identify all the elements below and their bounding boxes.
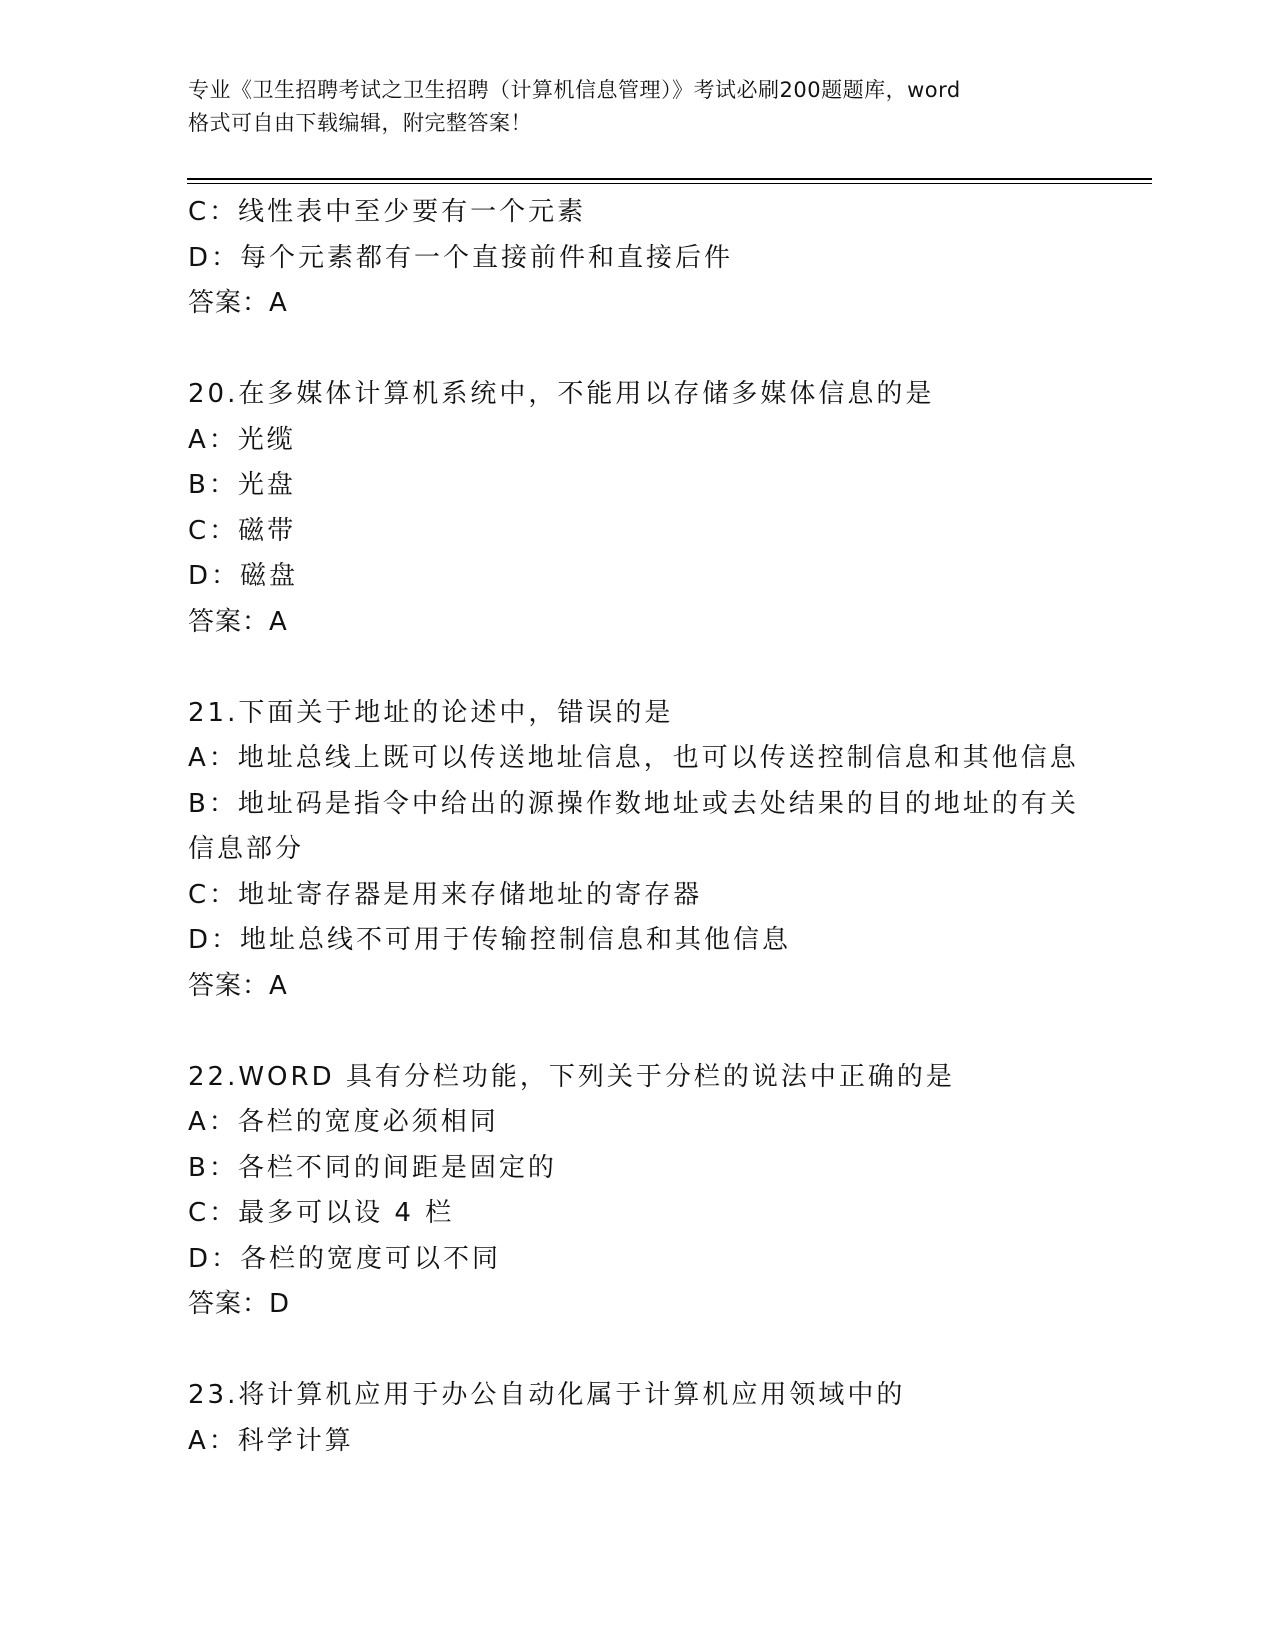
option-d: D：每个元素都有一个直接前件和直接后件: [188, 242, 734, 273]
option-b: B：各栏不同的间距是固定的: [188, 1152, 557, 1183]
option-c: C：磁带: [188, 515, 297, 546]
option-b-continued: 信息部分: [188, 834, 305, 864]
option-a: A：光缆: [188, 424, 296, 455]
question-list: [188, 190, 1088, 1464]
option-c: C：线性表中至少要有一个元素: [188, 197, 587, 227]
header-rule-thin: [187, 183, 1152, 184]
spacer: [188, 1009, 1088, 1055]
answer-line: 答案：A: [188, 606, 288, 637]
header-line-1: 专业《卫生招聘考试之卫生招聘（计算机信息管理）》考试必刷200题题库，word: [188, 78, 961, 102]
option-c: C：地址寄存器是用来存储地址的寄存器: [188, 879, 703, 910]
question-21: [188, 691, 1088, 1010]
option-b: B：光盘: [188, 470, 296, 500]
document-header: [188, 74, 1088, 140]
header-rule-thick: [187, 178, 1152, 180]
option-d: D：各栏的宽度可以不同: [188, 1243, 502, 1274]
option-a: A：地址总线上既可以传送地址信息，也可以传送控制信息和其他信息: [188, 743, 1079, 773]
question-stem: 20.在多媒体计算机系统中，不能用以存储多媒体信息的是: [188, 379, 935, 409]
answer-line: 答案：A: [188, 288, 288, 318]
option-d: D：地址总线不可用于传输控制信息和其他信息: [188, 925, 792, 955]
question-20: [188, 372, 1088, 645]
answer-line: 答案：D: [188, 1289, 291, 1319]
option-b: B：地址码是指令中给出的源操作数地址或去处结果的目的地址的有关: [188, 788, 1079, 819]
option-c: C：最多可以设 4 栏: [188, 1198, 455, 1228]
question-stem: 21.下面关于地址的论述中，错误的是: [188, 697, 674, 728]
answer-line: 答案：A: [188, 970, 288, 1001]
question-22: [188, 1055, 1088, 1328]
option-a: A：各栏的宽度必须相同: [188, 1107, 499, 1137]
spacer: [188, 1328, 1088, 1374]
question-fragment: [188, 190, 1088, 327]
option-a: A：科学计算: [188, 1425, 354, 1456]
spacer: [188, 327, 1088, 373]
question-23: [188, 1373, 1088, 1464]
spacer: [188, 645, 1088, 691]
header-line-2: 格式可自由下载编辑，附完整答案！: [188, 111, 532, 135]
question-stem: 23.将计算机应用于办公自动化属于计算机应用领域中的: [188, 1380, 906, 1410]
option-d: D：磁盘: [188, 561, 299, 591]
question-stem: 22.WORD 具有分栏功能，下列关于分栏的说法中正确的是: [188, 1061, 955, 1092]
